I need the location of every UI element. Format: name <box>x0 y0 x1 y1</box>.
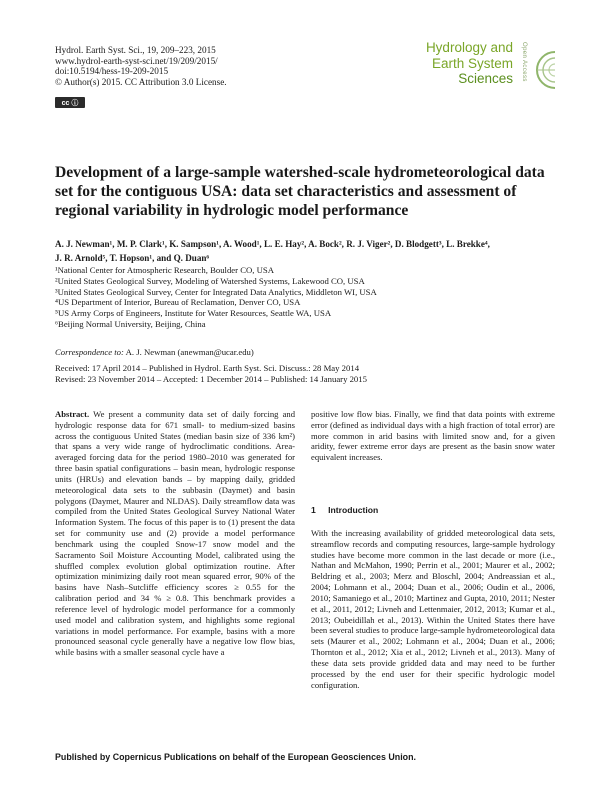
introduction-body <box>311 528 555 690</box>
section-title: Introduction <box>328 505 379 515</box>
abstract-continuation-text: positive low flow bias. Finally, we find that data points with extreme error (defined as individual days with a high fraction of total error) are more common in arid basins with limited snow and, for a given aridity, fewer extreme error days are present as the basin snow water equivalent increases. <box>311 409 555 463</box>
received-date: Received: 17 April 2014 – Published in Hydrol. Earth Syst. Sci. Discuss.: 28 May 2014 <box>55 363 360 373</box>
globe-icon <box>529 50 555 90</box>
revised-date: Revised: 23 November 2014 – Accepted: 1 December 2014 – Published: 14 January 2015 <box>55 374 367 384</box>
journal-name-line3: Sciences <box>458 71 513 86</box>
abstract-text: We present a community data set of daily forcing and hydrologic response data for 671 small- to medium-sized basins across the contiguous United States (median basin size of 336 km²) that spans a very wide range of hydroclimatic conditions. Area-averaged forcing data for the period 1980–2010 was generated for three basin spatial configurations – basin mean, hydrologic response units (HRUs) and elevation bands – by mapping daily, gridded meteorological data sets to the subbasin (Daymet) and basin polygons (Daymet, Maurer and NLDAS). Daily streamflow data was compiled from the United States Geological Survey National Water Information System. The focus of this paper is to (1) present the data set for community use and (2) provide a model performance benchmark using the coupled Snow-17 snow model and the Sacramento Soil Moisture Accounting Model, calibrated using the shuffled complex evolution global optimization routine. After optimization minimizing daily root mean squared error, 90% of the basins have Nash–Sutcliffe efficiency scores ≥ 0.55 for the calibration period and 34 % ≥ 0.8. This benchmark provides a reference level of hydrologic model performance for a commonly used model and calibration system, and highlights some regional variations in model performance. For example, basins with a more pronounced seasonal cycle generally have a negative low flow bias, while basins with a smaller seasonal cycle have a <box>55 409 296 658</box>
abstract-continuation <box>311 409 555 463</box>
affiliation-6: ⁶Beijing Normal University, Beijing, China <box>55 318 206 329</box>
article-title: Development of a large-sample watershed-scale hydrometeorological data set for the contiguous USA: data set characteristics and assessment of regional variability in hydrologic model performance <box>55 164 545 219</box>
journal-name-line1: Hydrology and <box>425 40 513 55</box>
correspondence-contact[interactable]: A. J. Newman (anewman@ucar.edu) <box>125 347 254 357</box>
cc-license-icon <box>55 97 85 108</box>
journal-logo <box>395 40 555 98</box>
citation: Hydrol. Earth Syst. Sci., 19, 209–223, 2015 <box>55 45 216 55</box>
journal-name <box>426 40 513 87</box>
author-list <box>55 238 555 265</box>
publication-dates <box>55 363 367 385</box>
journal-url[interactable]: www.hydrol-earth-syst-sci.net/19/209/2015/ <box>55 55 218 66</box>
abstract-label: Abstract. <box>55 409 90 419</box>
section-heading-introduction <box>311 505 378 515</box>
correspondence-label: Correspondence to: <box>55 347 124 357</box>
cc-badge-label: cc ⓘ <box>61 99 79 107</box>
affiliation-5: ⁵US Army Corps of Engineers, Institute for Water Resources, Seattle WA, USA <box>55 308 332 319</box>
authors-line1: A. J. Newman¹, M. P. Clark¹, K. Sampson¹, A. Wood¹, L. E. Hay², A. Bock², R. J. Viger², D. Blodgett³, L. Brekke⁴, <box>55 239 490 249</box>
section-number: 1 <box>311 505 316 515</box>
abstract <box>55 409 295 658</box>
copyright: © Author(s) 2015. CC Attribution 3.0 License. <box>55 76 227 87</box>
authors-line2: J. R. Arnold⁵, T. Hopson¹, and Q. Duan⁶ <box>55 252 210 263</box>
affiliation-3: ³United States Geological Survey, Center for Integrated Data Analytics, Middleton WI, USA <box>55 286 377 297</box>
open-access-label: Open Access <box>521 42 527 82</box>
journal-name-line2: Earth System <box>431 55 513 71</box>
publisher-footer: Published by Copernicus Publications on behalf of the European Geosciences Union. <box>55 752 416 762</box>
affiliation-4: ⁴US Department of Interior, Bureau of Reclamation, Denver CO, USA <box>55 297 301 308</box>
affiliation-1: ¹National Center for Atmospheric Research, Boulder CO, USA <box>55 265 275 275</box>
correspondence <box>55 347 254 357</box>
affiliations <box>55 265 555 330</box>
doi[interactable]: doi:10.5194/hess-19-209-2015 <box>55 66 169 77</box>
citation-block <box>55 45 227 87</box>
affiliation-2: ²United States Geological Survey, Modeling of Watershed Systems, Lakewood CO, USA <box>55 275 365 286</box>
introduction-text: With the increasing availability of gridded meteorological data sets, streamflow records and computing resources, large-sample hydrology studies have become more common in the last decade or more (i.e., Nathan and McMahon, 1990; Perrin et al., 2001; Maurer et al., 2002; Beldring et al., 2003; Merz and Bloschl, 2004; Andreassian et al., 2004; Lohmann et al., 2004; Duan et al., 2006; Oudin et al., 2006, 2010; Samaniego et al., 2010; Martinez and Gupta, 2010, 2011; Nester et al., 2011, 2012; Livneh and Lettenmaier, 2012, 2013; Kumar et al., 2013; Oubeidillah et al., 2013). Within the United States there have been several studies to produce large-sample hydrometeorological data sets (Maurer et al., 2002; Lohmann et al., 2004; Duan et al., 2006; Thornton et al., 2012; Xia et al., 2012; Livneh et al., 2013). Many of these data sets provide gridded data and may need to be further processed by the end user for their specific hydrologic model configuration. <box>311 528 555 690</box>
